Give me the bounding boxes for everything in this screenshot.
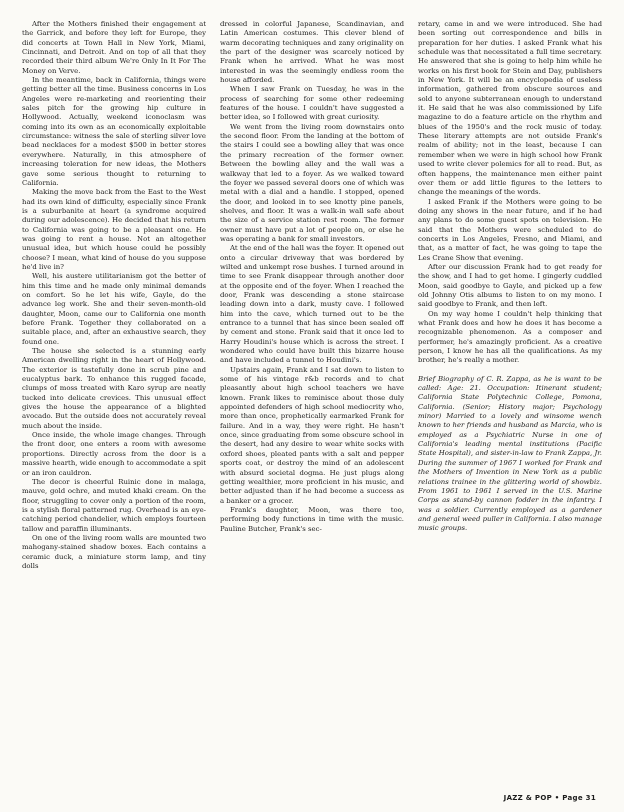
column-2 (220, 20, 404, 790)
column-1 (22, 20, 206, 790)
paragraph: The decor is cheerful Ruinic done in malaga, mauve, gold ochre, and muted khaki cream. On the floor, struggling to cover only a portion of the room, is a stylish floral patterned rug. Overhead is an eye-catching period chandelier, which employs fourteen tallow and paraffin illuminants. (22, 477, 206, 533)
paragraph: On one of the living room walls are mounted two mahogany-stained shadow boxes. Each contains a ceramic duck, a miniature storm lamp, and tiny dolls (22, 533, 206, 570)
paragraph: Frank's daughter, Moon, was there too, performing body functions in time with the music. Pauline Butcher, Frank's sec- (220, 505, 404, 533)
paragraph: When I saw Frank on Tuesday, he was in the process of searching for some other redeeming features of the house. I couldn't have suggested a better idea, so I followed with great curiosity. (220, 85, 404, 122)
paragraph: The house she selected is a stunning early American dwelling right in the heart of Hollywood. The exterior is tastefully done in scrub pine and eucalyptus bark. To enhance this rugged facade, clumps of moss treated with Karo syrup are neatly tucked into delicate crevices. This unusual effect gives the house the appearance of a blighted avocado. But the outside does not accurately reveal much about the inside. (22, 347, 206, 430)
author-biography: Brief Biography of C. R. Zappa, as he is want to be called: Age: 21. Occupation: Itinerant student; California State Polytechnic College, Pomona, California. (Senior; History major; Psychology minor) Married to a lovely and winsome wench known to her friends and husband as Marcia, who is employed as a Psychiatric Nurse in one of California's leading mental institutions (Pacific State Hospital), and sister-in-law to Frank Zappa, Jr. During the summer of 1967 I worked for Frank and the Mothers of Invention in New York as a public relations trainee in the glittering world of showbiz. From 1961 to 1961 I served in the U.S. Marine Corps as stand-by cannon fodder in the infantry. I was a soldier. Currently employed as a gardener and general weed puller in California. I also manage music groups. (418, 374, 602, 533)
paragraph: At the end of the hall was the foyer. It opened out onto a circular driveway that was bordered by wilted and unkempt rose bushes. I turned around in time to see Frank disappear through another door at the opposite end of the foyer. When I reached the door, Frank was descending a stone staircase leading down into a dark, musty cave. I followed him into the cave, which turned out to be the entrance to a tunnel that has since been sealed off by cement and stone. Frank said that it once led to Harry Houdini's house which is across the street. I wondered who could have built this bizarre house and have included a tunnel to Houdini's. (220, 244, 404, 365)
paragraph: On my way home I couldn't help thinking that what Frank does and how he does it has become a recognizable phenomenon. As a composer and performer, he's amazingly proficient. As a creative person, I know he has all the qualifications. As my brother, he's really a mother. (418, 309, 602, 365)
paragraph: dressed in colorful Japanese, Scandinavian, and Latin American costumes. This clever blend of warm decorating techniques and zany originality on the part of the designer was scarcely noticed by Frank when he arrived. What he was most interested in was the seemingly endless room the house afforded. (220, 20, 404, 85)
article-body (22, 20, 602, 790)
paragraph: We went from the living room downstairs onto the second floor. From the landing at the bottom of the stairs I could see a bowling alley that was once the primary recreation of the former owner. Between the bowling alley and the wall was a walkway that led to a foyer. As we walked toward the foyer we passed several doors one of which was metal with a dial and a handle. I stopped, opened the door, and looked in to see knotty pine panels, shelves, and floor. It was a walk-in wall safe about the size of a service station rest room. The former owner must have put a lot of people on, or else he was operating a bank for small investors. (220, 122, 404, 243)
paragraph: Once inside, the whole image changes. Through the front door, one enters a room with awesome proportions. Directly across from the door is a massive hearth, wide enough to accommodate a spit or an iron cauldron. (22, 431, 206, 477)
page-footer: JAZZ & POP • Page 31 (503, 794, 596, 802)
paragraph: After our discussion Frank had to get ready for the show, and I had to get home. I gingerly cuddled Moon, said goodbye to Gayle, and picked up a few old Johnny Otis albums to listen to on my mono. I said goodbye to Frank, and then left. (418, 262, 602, 309)
paragraph: Upstairs again, Frank and I sat down to listen to some of his vintage r&b records and to chat pleasantly about high school teachers we have known. Frank likes to reminisce about those duly appointed defenders of high school mediocrity who, more than once, prophetically earmarked Frank for failure. And in a way, they were right. He hasn't once, since graduating from some obscure school in the desert, had any desire to wear white socks with oxford shoes, pleated pants with a salt and pepper sports coat, or destroy the mind of an adolescent with absurd societal dogma. He just plugs along getting wealthier, more proficient in his music, and better adjusted than if he had become a success as a banker or a grocer. (220, 365, 404, 505)
paragraph: retary, came in and we were introduced. She had been sorting out correspondence and bills in preparation for her duties. I asked Frank what his schedule was that necessitated a full time secretary. He answered that she is going to help him while he works on his first book for Stein and Day, publishers in New York. It will be an encyclopedia of useless information, gathered from obscure sources and sold to anyone subterranean enough to understand it. He said that he was also commissioned by Life magazine to do a feature article on the rhythm and blues of the 1950's and the rock music of today. These literary attempts are not outside Frank's realm of ability; not in the least, because I can remember when we were in high school how Frank used to write clever polemics for all to read. But, as often happens, the maintenance men either paint over them or add little figures to the letters to change the meanings of the words. (418, 20, 602, 197)
paragraph: In the meantime, back in California, things were getting better all the time. Business concerns in Los Angeles were re-marketing and reorienting their sales pitch for the growing hip culture in Hollywood. Actually, weekend iconoclasm was coming into its own as an economically exploitable circumstance: witness the sale of sterling silver love bead necklaces for a modest $500 in better stores everywhere. Naturally, in this atmosphere of increasing toleration for new ideas, the Mothers gave some serious thought to returning to California. (22, 76, 206, 187)
paragraph: Making the move back from the East to the West had its own kind of difficulty, especially since Frank is a suburbanite at heart (a syndrome acquired during our adolescence). He decided that his return to California was going to be a pleasant one. He was going to rent a house. Not an altogether unusual idea, but which house could he possibly choose? I mean, what kind of house do you suppose he'd live in? (22, 188, 206, 271)
column-3 (418, 20, 602, 790)
paragraph: Well, his austere utilitarianism got the better of him this time and he made only minimal demands on comfort. So he let his wife, Gayle, do the advance leg work. She and their seven-month-old daughter, Moon, came our to California one month before Frank. Together they collaborated on a suitable place, and, after an exhaustive search, they found one. (22, 272, 206, 346)
paragraph: After the Mothers finished their engagement at the Garrick, and before they left for Europe, they did concerts at Town Hall in New York, Miami, Cincinnati, and Detroit. And on top of all that they recorded their third album We're Only In It For The Money on Verve. (22, 20, 206, 75)
paragraph: I asked Frank if the Mothers were going to be doing any shows in the near future, and if he had any plans to do some guest spots on television. He said that the Mothers were scheduled to do concerts in Los Angeles, Fresno, and Miami, and that, as a matter of fact, he was going to tape the Les Crane Show that evening. (418, 197, 602, 262)
